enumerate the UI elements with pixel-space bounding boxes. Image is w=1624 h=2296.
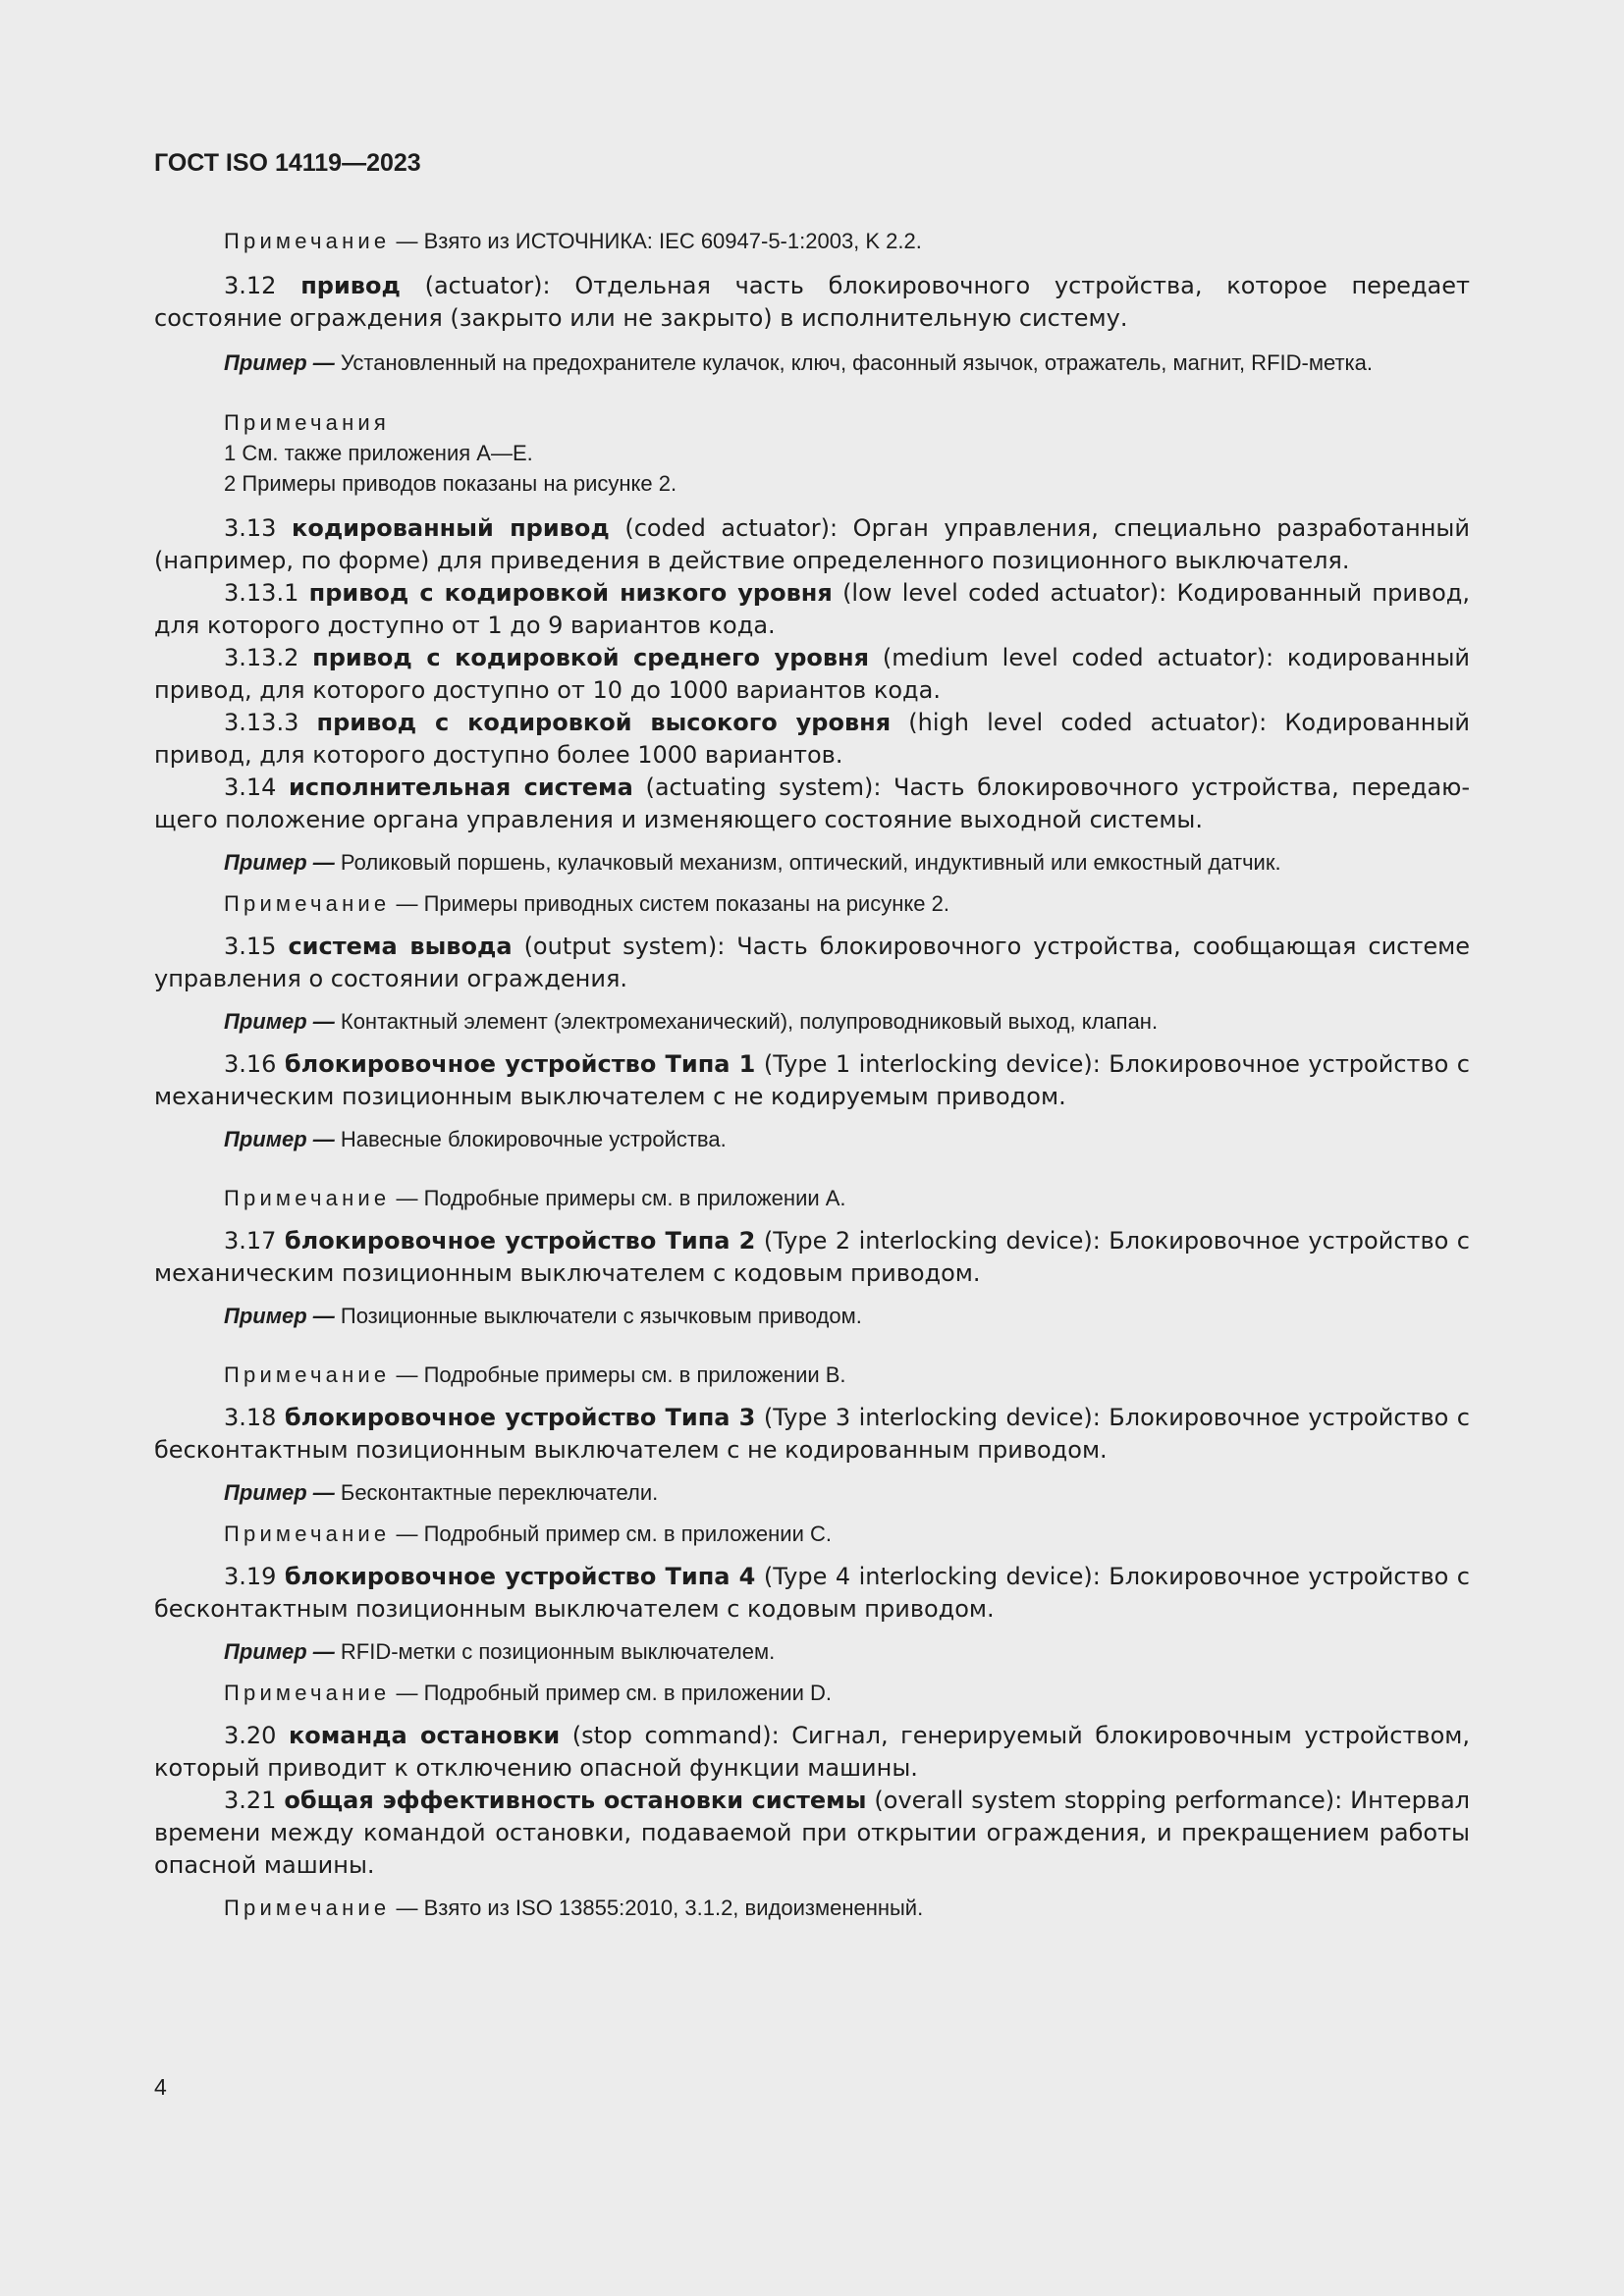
clause-3-13-2: 3.13.2 привод с кодировкой среднего уровня (medium level coded actuator): кодированный привод, для которого доступно от 10 до 1000 вариантов кода. xyxy=(154,644,1471,704)
example-3-15: Пример — Контактный элемент (электромеханический), полупроводниковый выход, клапан. xyxy=(224,1009,1159,1034)
note-item: 2 Примеры приводов показаны на рисунке 2. xyxy=(224,471,677,496)
note-label: Примечание xyxy=(224,1896,391,1920)
example-label: Пример — xyxy=(224,1127,335,1151)
note-label: Примечание xyxy=(224,229,391,253)
clause-3-19: 3.19 блокировочное устройство Типа 4 (Type 4 interlocking device): Блокировочное устройство с бесконтактным позиционным выключателем с кодовым приводом. xyxy=(154,1563,1471,1623)
example-3-14: Пример — Роликовый поршень, кулачковый механизм, оптический, индуктивный или емкостный датчик. xyxy=(224,850,1281,875)
clause-3-16: 3.16 блокировочное устройство Типа 1 (Type 1 interlocking device): Блокировочное устройство с механическим позиционным выключателем с не кодируемым приводом. xyxy=(154,1050,1471,1110)
example-3-17: Пример — Позиционные выключатели с язычковым приводом. xyxy=(224,1304,862,1328)
example-3-16: Пример — Навесные блокировочные устройства. xyxy=(224,1127,727,1151)
term: исполнительная система xyxy=(289,774,633,801)
document-page xyxy=(154,149,1470,1923)
term: кодированный привод xyxy=(292,514,610,542)
clause-3-15: 3.15 система вывода (output system): Часть блокировочного устройства, сообщающая системе управления о состоянии ограждения. xyxy=(154,933,1470,992)
note-label: Примечание xyxy=(224,1186,391,1210)
note-3-14: Примечание — Примеры приводных систем показаны на рисунке 2. xyxy=(224,891,949,916)
note-3-21: Примечание — Взято из ISO 13855:2010, 3.1.2, видоизмененный. xyxy=(224,1896,924,1920)
term: привод с кодировкой низкого уровня xyxy=(308,579,833,607)
note-3-17: Примечание — Подробные примеры см. в приложении B. xyxy=(224,1362,846,1387)
term: блокировочное устройство Типа 3 xyxy=(284,1404,756,1431)
term: система вывода xyxy=(288,933,513,960)
notes-label: Примечания xyxy=(224,410,391,435)
clause-3-13-3: 3.13.3 привод с кодировкой высокого уровня (high level coded actuator): Кодированный привод, для которого доступно более 1000 вариантов. xyxy=(154,709,1470,769)
term: блокировочное устройство Типа 1 xyxy=(284,1050,756,1078)
note-3-18: Примечание — Подробный пример см. в приложении C. xyxy=(224,1522,833,1546)
document-header: ГОСТ ISO 14119—2023 xyxy=(154,149,421,177)
note-3-19: Примечание — Подробный пример см. в приложении D. xyxy=(224,1681,833,1705)
clause-3-17: 3.17 блокировочное устройство Типа 2 (Type 2 interlocking device): Блокировочное устройство с механическим позиционным выключателем с кодовым приводом. xyxy=(154,1227,1471,1287)
note-item: 1 См. также приложения A—E. xyxy=(224,441,533,465)
term: блокировочное устройство Типа 2 xyxy=(284,1227,756,1255)
note-label: Примечание xyxy=(224,1681,391,1705)
example-label: Пример — xyxy=(224,1304,335,1328)
term: команда остановки xyxy=(288,1722,561,1749)
example-label: Пример — xyxy=(224,1639,335,1664)
term: общая эффективность остановки системы xyxy=(284,1787,867,1814)
term: привод с кодировкой высокого уровня xyxy=(316,709,892,736)
term: блокировочное устройство Типа 4 xyxy=(284,1563,756,1590)
example-3-18: Пример — Бесконтактные переключатели. xyxy=(224,1480,659,1505)
note-3-11: Примечание — Взято из ИСТОЧНИКА: IEC 60947-5-1:2003, K 2.2. xyxy=(224,229,922,253)
clause-3-18: 3.18 блокировочное устройство Типа 3 (Type 3 interlocking device): Блокировочное устройство с бесконтактным позиционным выключателем с не кодированным приводом. xyxy=(154,1404,1471,1464)
page-number: 4 xyxy=(154,2074,167,2100)
notes-3-12 xyxy=(154,407,1470,499)
clause-3-13-1: 3.13.1 привод с кодировкой низкого уровня (low level coded actuator): Кодированный привод, для которого доступно от 1 до 9 вариантов кода. xyxy=(154,579,1470,639)
example-label: Пример — xyxy=(224,850,335,875)
example-3-12: Пример — Установленный на предохранителе кулачок, ключ, фасонный язычок, отражатель, магнит, RFID-метка. xyxy=(224,350,1374,375)
clause-3-20: 3.20 команда остановки (stop command): Сигнал, генерируемый блокировочным устройством, который приводит к отключению опасной функции машины. xyxy=(154,1722,1470,1782)
note-label: Примечание xyxy=(224,1522,391,1546)
example-label: Пример — xyxy=(224,1480,335,1505)
clause-3-14: 3.14 исполнительная система (actuating system): Часть блокировочного устройства, передающего положение органа управления и изменяющего состояние выходной системы. xyxy=(154,774,1471,833)
term: привод xyxy=(300,272,401,299)
clause-3-13: 3.13 кодированный привод (coded actuator): Орган управления, специально разработанный (например, по форме) для приведения в действие определенного позиционного выключателя. xyxy=(154,514,1470,574)
example-label: Пример — xyxy=(224,1009,335,1034)
note-label: Примечание xyxy=(224,1362,391,1387)
note-3-16: Примечание — Подробные примеры см. в приложении A. xyxy=(224,1186,846,1210)
note-label: Примечание xyxy=(224,891,391,916)
example-3-19: Пример — RFID-метки с позиционным выключателем. xyxy=(224,1639,776,1664)
example-label: Пример — xyxy=(224,350,335,375)
clause-3-21: 3.21 общая эффективность остановки системы (overall system stopping performance): Интервал времени между командой остановки, подаваемой при открытии ограждения, и прекращением работы опасной машины. xyxy=(154,1787,1470,1879)
clause-3-12: 3.12 привод (actuator): Отдельная часть блокировочного устройства, которое передает состояние ограждения (закрыто или не закрыто) в исполнительную систему. xyxy=(154,272,1470,332)
term: привод с кодировкой среднего уровня xyxy=(312,644,870,671)
